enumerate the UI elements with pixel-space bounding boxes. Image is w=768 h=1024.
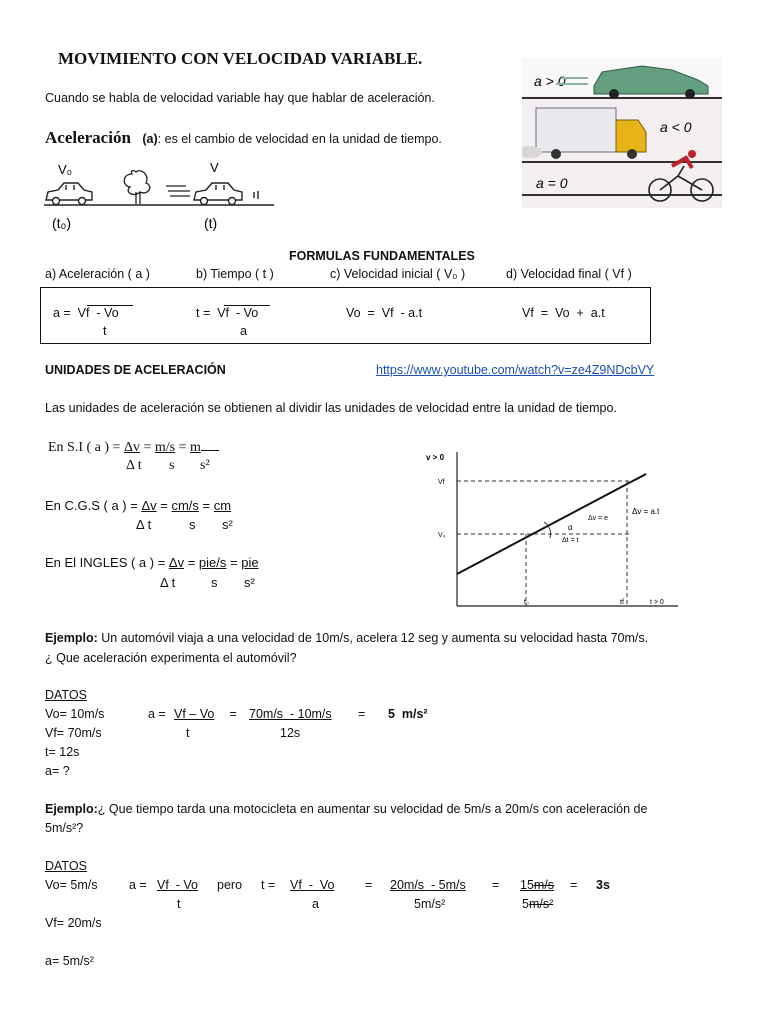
- si-dv: Δv: [123, 440, 140, 455]
- ing-eq1: =: [184, 555, 199, 570]
- ing-ms: pie/s: [198, 555, 227, 570]
- example2-eq2: =: [492, 878, 500, 892]
- ingles-unit-row: [45, 555, 259, 570]
- graph-dv-small: Δv = e: [588, 515, 609, 522]
- example2-frac1-bottom: t: [177, 897, 181, 911]
- formula-b-fraction-bar: [224, 305, 270, 306]
- sketch-v0: V₀: [58, 162, 73, 177]
- formulas-heading: FORMULAS FUNDAMENTALES: [289, 249, 475, 263]
- accel-symbol: (a): [142, 132, 158, 146]
- example2-result: 3s: [596, 878, 610, 892]
- label-a-positive: a > 0: [534, 73, 566, 89]
- cgs-s: s: [189, 517, 196, 532]
- example1-question: ¿ Que aceleración experimenta el automóvil?: [45, 651, 297, 665]
- page-title: MOVIMIENTO CON VELOCIDAD VARIABLE.: [58, 49, 423, 68]
- example2-eq3: =: [570, 878, 578, 892]
- ing-s: s: [211, 575, 218, 590]
- ing-dt: Δ t: [160, 575, 176, 590]
- units-heading: UNIDADES DE ACELERACIÓN: [45, 363, 226, 377]
- formula-label-c: c) Velocidad inicial ( V₀ ): [330, 267, 466, 281]
- graph-y-label: v > 0: [426, 453, 445, 462]
- cgs-dt: Δ t: [136, 517, 152, 532]
- si-eq1: =: [139, 440, 155, 455]
- cgs-ms: cm/s: [171, 498, 199, 513]
- car-right-icon: [194, 183, 258, 205]
- example1-eq-num: 70m/s - 10m/s: [249, 707, 332, 721]
- example2-text2: 5m/s²?: [45, 821, 84, 835]
- example2-frac2-top: Vf - Vo: [290, 878, 335, 892]
- example2-t-eq: t =: [261, 878, 276, 892]
- cgs-s2: s²: [222, 517, 233, 532]
- example2-statement: [45, 802, 647, 816]
- example2-den2: [522, 897, 553, 911]
- example2-pero: pero: [217, 878, 243, 892]
- car-left-icon: [46, 183, 92, 205]
- example1-eq-den: 12s: [280, 726, 301, 740]
- speed-lines-icon: [166, 186, 190, 196]
- sketch-t0: (t₀): [52, 215, 72, 231]
- cgs-m: cm: [213, 498, 232, 513]
- example2-num2-b: m/s: [533, 878, 555, 892]
- velocity-line: [457, 474, 646, 574]
- accel-def-text: : es el cambio de velocidad en la unidad de tiempo.: [157, 132, 442, 146]
- example1-t: t= 12s: [45, 745, 80, 759]
- si-dt: Δ t: [126, 458, 142, 473]
- example2-num2: [520, 878, 554, 892]
- ing-dv: Δv: [168, 555, 185, 570]
- ing-s2: s²: [244, 575, 255, 590]
- car-sketch: [44, 156, 284, 244]
- example2-frac2-bottom: a: [312, 897, 319, 911]
- graph-dt-small: Δt = t: [562, 537, 579, 544]
- example1-a: a= ?: [45, 764, 70, 778]
- example1-eq-t: t: [186, 726, 190, 740]
- velocity-time-graph: [420, 446, 682, 612]
- example2-a-eq: a =: [129, 878, 147, 892]
- label-a-negative: a < 0: [660, 119, 692, 135]
- graph-t0-label: t₀: [524, 599, 529, 606]
- example2-datos: DATOS: [45, 859, 87, 873]
- example1-eq-frac-top: Vf – Vo: [174, 707, 215, 721]
- formula-a-expression: a = Vf - Vo: [53, 306, 119, 320]
- cgs-unit-row: [45, 498, 231, 513]
- example1-datos: DATOS: [45, 688, 87, 702]
- example2-den: 5m/s²: [414, 897, 446, 911]
- example1-eq1: =: [226, 707, 241, 721]
- si-s2: s²: [200, 458, 210, 473]
- example1-vf: Vf= 70m/s: [45, 726, 102, 740]
- units-text: Las unidades de aceleración se obtienen al dividir las unidades de velocidad entre la unidad de tiempo.: [45, 401, 617, 415]
- si-s: s: [169, 458, 175, 473]
- example2-den2-a: 5: [522, 897, 529, 911]
- example1-eq-a: a =: [148, 707, 170, 721]
- si-eq2: =: [175, 440, 190, 455]
- example2-label: Ejemplo:: [45, 802, 98, 816]
- cgs-eq2: =: [198, 498, 214, 513]
- accel-definition: [45, 128, 442, 148]
- formula-b-expression: t = Vf - Vo: [196, 306, 259, 320]
- example1-label: Ejemplo:: [45, 631, 98, 645]
- example2-a: a= 5m/s²: [45, 954, 94, 968]
- cgs-prefix: En C.G.S ( a ) =: [45, 498, 142, 513]
- example1-vo: Vo= 10m/s: [45, 707, 105, 721]
- formula-a-fraction-bar: [87, 305, 133, 306]
- si-unit-row: [48, 438, 219, 456]
- tree-icon: [124, 171, 150, 204]
- example1-result: 5 m/s²: [388, 707, 428, 721]
- example2-vf: Vf= 20m/s: [45, 916, 102, 930]
- graph-x-label: t > 0: [650, 599, 664, 606]
- ing-prefix: En El INGLES ( a ) =: [45, 555, 169, 570]
- cgs-dv: Δv: [141, 498, 157, 513]
- si-prefix: En S.I ( a ) =: [48, 440, 124, 455]
- example2-num: 20m/s - 5m/s: [390, 878, 466, 892]
- formula-a-bottom: t: [103, 324, 107, 338]
- formula-c: Vo = Vf - a.t: [346, 306, 423, 320]
- intro-text: Cuando se habla de velocidad variable hay que hablar de aceleración.: [45, 91, 435, 105]
- cgs-eq1: =: [156, 498, 172, 513]
- ing-eq2: =: [226, 555, 242, 570]
- accel-heading: Aceleración: [45, 128, 131, 147]
- graph-vf-label: Vf: [438, 479, 445, 486]
- example1-text: Un automóvil viaja a una velocidad de 10m/s, acelera 12 seg y aumenta su velocidad hasta 70m/s.: [97, 631, 649, 645]
- si-ms: m/s: [154, 440, 176, 455]
- formula-d: Vf = Vo + a.t: [522, 306, 605, 320]
- sketch-v: V: [210, 160, 219, 175]
- formula-b-bottom: a: [240, 324, 247, 338]
- sketch-t: (t): [204, 215, 218, 231]
- youtube-link[interactable]: https://www.youtube.com/watch?v=ze4Z9NDcbVY: [376, 363, 655, 377]
- example1-statement: [45, 631, 648, 645]
- formula-label-a: a) Aceleración ( a ): [45, 267, 150, 281]
- example2-vo: Vo= 5m/s: [45, 878, 98, 892]
- example2-frac1-top: Vf - Vo: [157, 878, 198, 892]
- formula-label-b: b) Tiempo ( t ): [196, 267, 274, 281]
- si-m: m: [190, 440, 201, 455]
- example2-den2-b: m/s²: [528, 897, 554, 911]
- graph-tf-label: tf: [620, 599, 624, 606]
- ing-m: pie: [241, 555, 259, 570]
- example2-eq1: =: [365, 878, 373, 892]
- formula-label-d: d) Velocidad final ( Vf ): [506, 267, 632, 281]
- label-a-zero: a = 0: [536, 175, 568, 191]
- graph-vo-label: V₀: [438, 532, 446, 539]
- formula-a-top: [53, 306, 119, 320]
- motion-illustration: [522, 58, 722, 208]
- graph-alpha: α: [568, 523, 573, 532]
- example1-eq2: =: [358, 707, 366, 721]
- example2-num2-a: 15: [520, 878, 534, 892]
- graph-dv-label: Δv = a.t: [632, 507, 660, 516]
- example2-text: ¿ Que tiempo tarda una motocicleta en aumentar su velocidad de 5m/s a 20m/s con aceleración de: [97, 802, 648, 816]
